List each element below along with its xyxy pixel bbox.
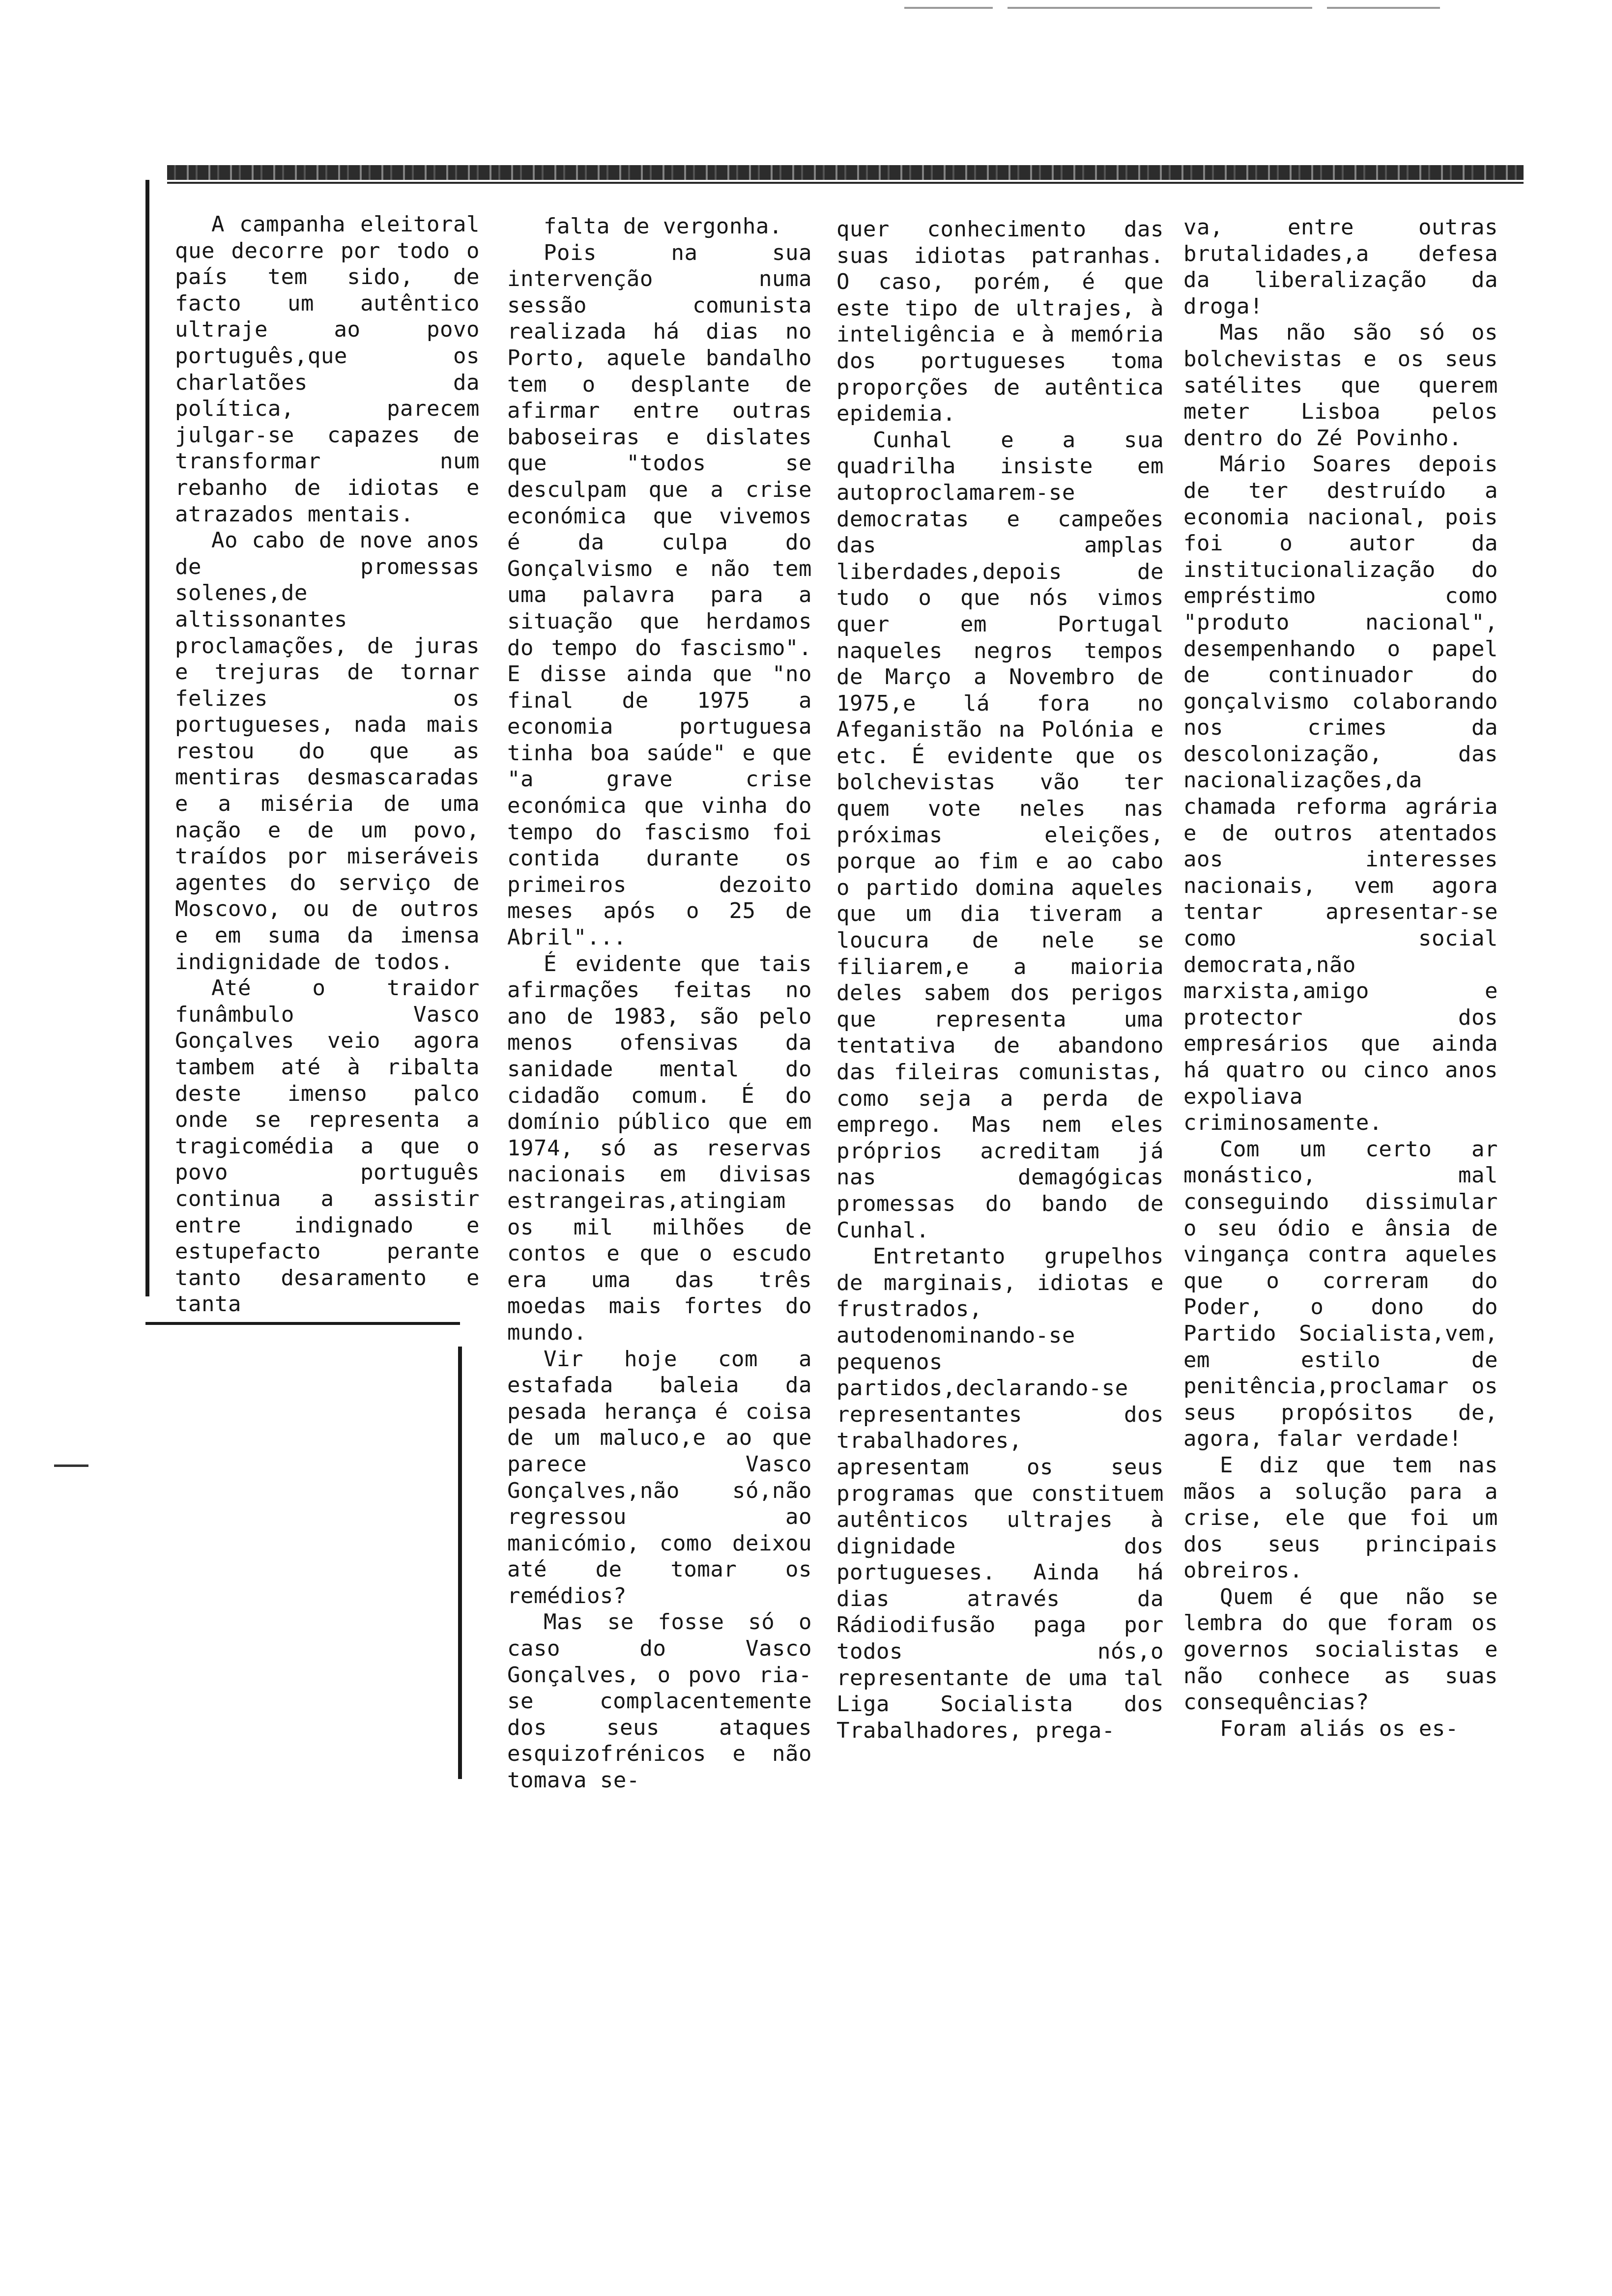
paragraph: Vir hoje com a estafada baleia da pesada herança é coisa de um maluco,e ao que parece Vasco Gonçalves,não só,não regressou ao manicómio, como deixou até de tomar os remédios? — [507, 1346, 812, 1608]
paragraph: Mas se fosse só o caso do Vasco Gonçalves, o povo ria-se complacentemente dos seus ataques esquizofrénicos e não tomava se- — [507, 1609, 812, 1793]
scan-mark — [1008, 7, 1312, 9]
paragraph: Foram aliás os es- — [1220, 1716, 1459, 1741]
paragraph: Quem é que não se lembra do que foram os governos socialistas e não conhece as suas consequências? — [1183, 1584, 1498, 1715]
paragraph: Mas não são só os bolchevistas e os seus satélites que querem meter Lisboa pelos dentro do Zé Povinho. — [1183, 320, 1498, 451]
paragraph: Pois na sua intervenção numa sessão comunista realizada há dias no Porto, aquele bandalho tem o desplante de afirmar entre outras baboseiras e dislates que "todos se desculpam que a crise económica que vivemos é da culpa do Gonçalvismo e não tem uma palavra para a situação que herdamos do tempo do fascismo". E disse ainda que "no final de 1975 a economia portuguesa tinha boa saúde" e que "a grave crise económica que vinha do tempo do fascismo foi contida durante os primeiros dezoito meses após o 25 de Abril"... — [507, 240, 812, 950]
header-rule-thin — [167, 182, 1524, 184]
paragraph: Com um certo ar monástico, mal conseguindo dissimular o seu ódio e ânsia de vingança contra aqueles que o correram do Poder, o dono do Partido Socialista,vem, em estilo de penitência,proclamar os seus propósitos de, agora, falar verdade! — [1183, 1136, 1498, 1452]
scan-mark — [904, 7, 993, 9]
paragraph: E diz que tem nas mãos a solução para a crise, ele que foi um dos seus principais obreiros. — [1183, 1452, 1498, 1583]
paragraph: Até o traidor funâmbulo Vasco Gonçalves veio agora tambem até à ribalta deste imenso palco onde se representa a tragicomédia a que o povo português continua a assistir entre indignado e estupefacto perante tanto desaramento e tanta — [175, 976, 480, 1317]
article-column-1 — [175, 211, 480, 1318]
scan-mark — [1327, 7, 1440, 9]
margin-mark — [54, 1464, 88, 1467]
paragraph: falta de vergonha. — [544, 214, 782, 239]
column-border-left — [145, 180, 149, 1296]
paragraph: va, entre outras brutalidades,a defesa da liberalização da droga! — [1183, 215, 1498, 319]
paragraph: Cunhal e a sua quadrilha insiste em autoproclamarem-se democratas e campeões das amplas liberdades,depois de tudo o que nós vimos quer em Portugal naqueles negros tempos de Março a Novembro de 1975,e lá fora no Afeganistão na Polónia e etc. É evidente que os bolchevistas vão ter quem vote neles nas próximas eleições, porque ao fim e ao cabo o partido domina aqueles que um dia tiveram a loucura de nele se filiarem,e a maioria deles sabem dos perigos que representa uma tentativa de abandono das fileiras comunistas, como seja a perda de emprego. Mas nem eles próprios acreditam já nas demagógicas promessas do bando de Cunhal. — [836, 427, 1164, 1243]
paragraph: Mário Soares depois de ter destruído a economia nacional, pois foi o autor da institucionalização do empréstimo como "produto nacional", desempenhando o papel de continuador do gonçalvismo colaborando nos crimes da descolonização, das nacionalizações,da chamada reforma agrária e de outros atentados aos interesses nacionais, vem agora tentar apresentar-se como social democrata,não marxista,amigo e protector dos empresários que ainda há quatro ou cinco anos expoliava criminosamente. — [1183, 452, 1498, 1136]
paragraph: Entretanto grupelhos de marginais, idiotas e frustrados, autodenominando-se pequenos partidos,declarando-se representantes dos trabalhadores, apresentam os seus programas que constituem autênticos ultrajes à dignidade dos portugueses. Ainda há dias através da Rádiodifusão paga por todos nós,o representante de uma tal Liga Socialista dos Trabalhadores, prega- — [836, 1244, 1164, 1743]
column-border-mid — [458, 1347, 462, 1779]
paragraph: A campanha eleitoral que decorre por todo o país tem sido, de facto um autêntico ultraje ao povo português,que os charlatões da política, parecem julgar-se capazes de transformar num rebanho de idiotas e atrazados mentais. — [175, 212, 480, 527]
column-border-bottom — [145, 1322, 460, 1325]
article-column-4 — [1183, 214, 1498, 1742]
article-column-3 — [836, 216, 1164, 1744]
paragraph: Ao cabo de nove anos de promessas solenes,de altissonantes proclamações, de juras e trejuras de tornar felizes os portugueses, nada mais restou do que as mentiras desmascaradas e a miséria de uma nação e de um povo, traídos por miseráveis agentes do serviço de Moscovo, ou de outros e em suma da imensa indignidade de todos. — [175, 528, 480, 975]
paragraph: É evidente que tais afirmações feitas no ano de 1983, são pelo menos ofensivas da sanidade mental do cidadão comum. É do domínio público que em 1974, só as reservas nacionais em divisas estrangeiras,atingiam os mil milhões de contos e que o escudo era uma das três moedas mais fortes do mundo. — [507, 951, 812, 1345]
header-rule — [167, 165, 1524, 180]
paragraph: quer conhecimento das suas idiotas patranhas. O caso, porém, é que este tipo de ultrajes, à inteligência e à memória dos portugueses toma proporções de autêntica epidemia. — [836, 217, 1164, 427]
article-column-2 — [507, 213, 812, 1794]
